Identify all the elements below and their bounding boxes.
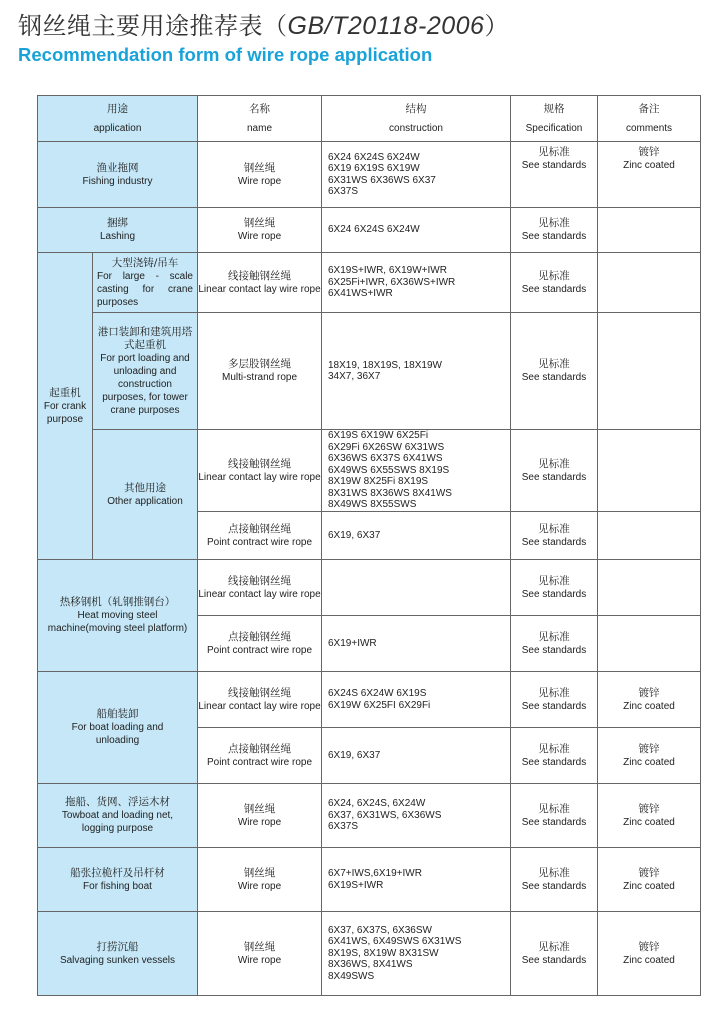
specification-cell: 见标准 See standards	[511, 848, 598, 912]
specification-cell: 见标准 See standards	[511, 430, 598, 512]
name-cell: 多层股钢丝绳 Multi-strand rope	[198, 313, 322, 430]
application-cell: 船舶装卸 For boat loading and unloading	[38, 672, 198, 784]
construction-cell	[322, 560, 511, 616]
table-row	[38, 848, 701, 912]
header-comments: 备注 comments	[598, 96, 701, 142]
name-cell: 钢丝绳 Wire rope	[198, 848, 322, 912]
header-application: 用途 application	[38, 96, 198, 142]
specification-cell: 见标准 See standards	[511, 253, 598, 313]
specification-cell: 见标准 See standards	[511, 208, 598, 253]
header-row	[38, 96, 701, 142]
construction-cell: 6X37, 6X37S, 6X36SW 6X41WS, 6X49SWS 6X31WS 8X19S, 8X19W 8X31SW 8X36WS, 8X41WS 8X49SWS	[322, 912, 511, 996]
application-cell: 渔业拖网 Fishing industry	[38, 142, 198, 208]
name-cell: 钢丝绳 Wire rope	[198, 912, 322, 996]
comment-cell	[598, 253, 701, 313]
name-cell: 点接触钢丝绳 Point contract wire rope	[198, 728, 322, 784]
construction-cell: 6X24, 6X24S, 6X24W 6X37, 6X31WS, 6X36WS 6X37S	[322, 784, 511, 848]
construction-cell: 6X19, 6X37	[322, 512, 511, 560]
specification-cell: 见标准 See standards	[511, 616, 598, 672]
construction-cell: 6X19S+IWR, 6X19W+IWR 6X25Fi+IWR, 6X36WS+IWR 6X41WS+IWR	[322, 253, 511, 313]
application-cell: 港口装卸和建筑用塔式起重机 For port loading and unloading and construction purposes, for tower crane purposes	[93, 313, 198, 430]
application-cell: 打捞沉船 Salvaging sunken vessels	[38, 912, 198, 996]
page-title: 钢丝绳主要用途推荐表（GB/T20118-2006）	[18, 12, 509, 40]
comment-cell	[598, 616, 701, 672]
specification-cell: 见标准 See standards	[511, 728, 598, 784]
application-cell: 船张拉桅杆及吊杆材 For fishing boat	[38, 848, 198, 912]
name-cell: 钢丝绳 Wire rope	[198, 784, 322, 848]
wire-rope-table	[37, 95, 701, 996]
name-cell: 钢丝绳 Wire rope	[198, 208, 322, 253]
page-subtitle: Recommendation form of wire rope application	[18, 44, 433, 65]
header-construction: 结构 construction	[322, 96, 511, 142]
name-cell: 钢丝绳 Wire rope	[198, 142, 322, 208]
application-cell: 其他用途 Other application	[93, 430, 198, 560]
specification-cell: 见标准 See standards	[511, 142, 598, 208]
name-cell: 点接触钢丝绳 Point contract wire rope	[198, 512, 322, 560]
name-cell: 线接触钢丝绳 Linear contact lay wire rope	[198, 560, 322, 616]
application-cell: 拖船、货网、浮运木材 Towboat and loading net, logging purpose	[38, 784, 198, 848]
comment-cell	[598, 430, 701, 512]
construction-cell: 6X24 6X24S 6X24W	[322, 208, 511, 253]
comment-cell	[598, 208, 701, 253]
comment-cell	[598, 560, 701, 616]
specification-cell: 见标准 See standards	[511, 672, 598, 728]
comment-cell: 镀锌 Zinc coated	[598, 848, 701, 912]
construction-cell: 18X19, 18X19S, 18X19W 34X7, 36X7	[322, 313, 511, 430]
comment-cell: 镀锌 Zinc coated	[598, 142, 701, 208]
comment-cell	[598, 313, 701, 430]
application-cell: 大型浇铸/吊车 For large - scale casting for crane purposes	[93, 253, 198, 313]
table-row	[38, 672, 701, 728]
comment-cell: 镀锌 Zinc coated	[598, 784, 701, 848]
specification-cell: 见标准 See standards	[511, 784, 598, 848]
header-specification: 规格 Specification	[511, 96, 598, 142]
name-cell: 点接触钢丝绳 Point contract wire rope	[198, 616, 322, 672]
construction-cell: 6X7+IWS,6X19+IWR 6X19S+IWR	[322, 848, 511, 912]
construction-cell: 6X19+IWR	[322, 616, 511, 672]
table-row	[38, 560, 701, 616]
specification-cell: 见标准 See standards	[511, 560, 598, 616]
application-cell: 捆绑 Lashing	[38, 208, 198, 253]
construction-cell: 6X24S 6X24W 6X19S 6X19W 6X25FI 6X29Fi	[322, 672, 511, 728]
table-row	[38, 313, 701, 430]
construction-cell: 6X19S 6X19W 6X25Fi 6X29Fi 6X26SW 6X31WS 6X36WS 6X37S 6X41WS 6X49WS 6X55SWS 8X19S 8X19W 8X25Fi 8X19S 8X31WS 8X36WS 8X41WS 8X49WS 8X55SWS	[322, 430, 511, 512]
name-cell: 线接触钢丝绳 Linear contact lay wire rope	[198, 253, 322, 313]
header-name: 名称 name	[198, 96, 322, 142]
crane-group-cell: 起重机 For crank purpose	[38, 253, 93, 560]
table-row	[38, 142, 701, 208]
comment-cell	[598, 512, 701, 560]
table-row	[38, 430, 701, 512]
name-cell: 线接触钢丝绳 Linear contact lay wire rope	[198, 430, 322, 512]
table-row	[38, 784, 701, 848]
application-cell: 热移钢机（轧钢推钢台） Heat moving steel machine(moving steel platform)	[38, 560, 198, 672]
specification-cell: 见标准 See standards	[511, 313, 598, 430]
specification-cell: 见标准 See standards	[511, 912, 598, 996]
comment-cell: 镀锌 Zinc coated	[598, 912, 701, 996]
construction-cell: 6X24 6X24S 6X24W 6X19 6X19S 6X19W 6X31WS 6X36WS 6X37 6X37S	[322, 142, 511, 208]
specification-cell: 见标准 See standards	[511, 512, 598, 560]
table-row	[38, 208, 701, 253]
comment-cell: 镀锌 Zinc coated	[598, 672, 701, 728]
comment-cell: 镀锌 Zinc coated	[598, 728, 701, 784]
table-row	[38, 912, 701, 996]
table-row	[38, 253, 701, 313]
construction-cell: 6X19, 6X37	[322, 728, 511, 784]
name-cell: 线接触钢丝绳 Linear contact lay wire rope	[198, 672, 322, 728]
